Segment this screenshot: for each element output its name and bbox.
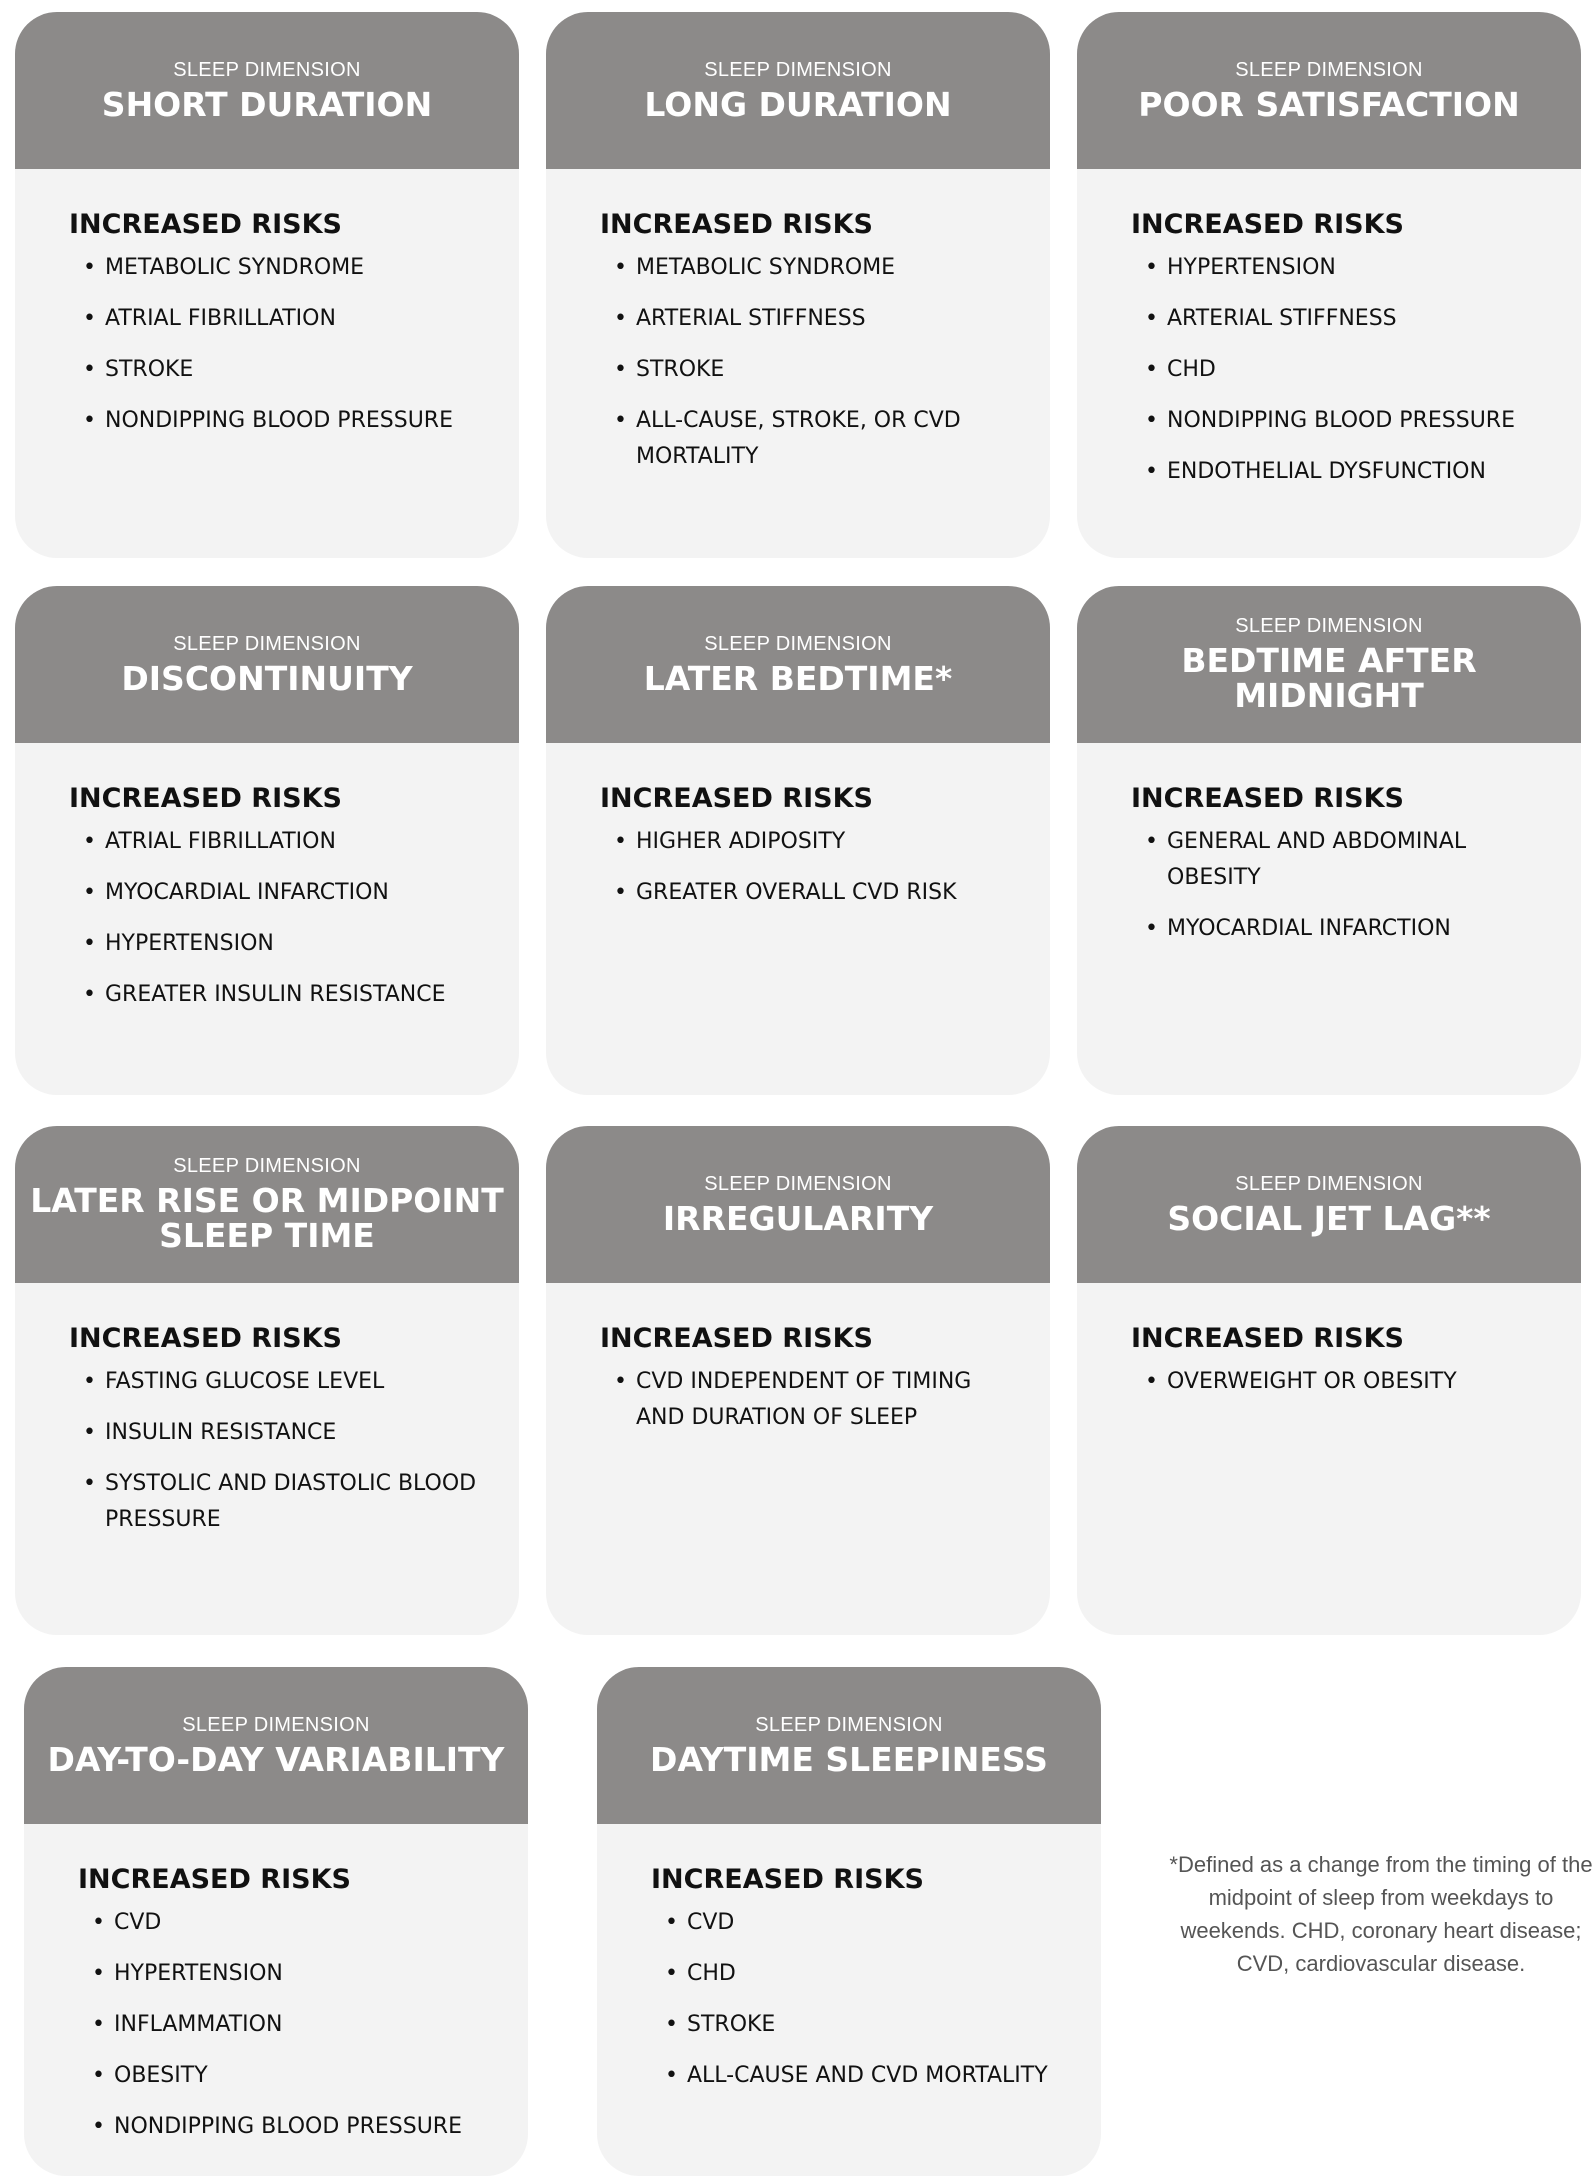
- risk-item: [83, 977, 489, 1013]
- bullet-icon: •: [83, 880, 96, 905]
- risk-text: NONDIPPING BLOOD PRESSURE: [1167, 408, 1515, 433]
- sleep-dimension-label: SLEEP DIMENSION: [1235, 1172, 1423, 1195]
- risk-list: [78, 1905, 498, 2145]
- sleep-dimension-label: SLEEP DIMENSION: [182, 1713, 370, 1736]
- risk-text: CVD INDEPENDENT OF TIMING AND DURATION OF SLEEP: [636, 1369, 972, 1430]
- dimension-title: DAYTIME SLEEPINESS: [650, 1739, 1048, 1779]
- risk-text: METABOLIC SYNDROME: [105, 255, 365, 280]
- risk-item: [614, 1364, 1020, 1436]
- risk-text: INFLAMMATION: [114, 2012, 283, 2037]
- card-body: [597, 1824, 1101, 2094]
- risk-item: [1145, 454, 1551, 490]
- card-body: [1077, 1283, 1581, 1400]
- bullet-icon: •: [83, 829, 96, 854]
- risk-text: ARTERIAL STIFFNESS: [1167, 306, 1397, 331]
- sleep-card-discontinuity: [15, 586, 519, 1095]
- risk-item: [83, 352, 489, 388]
- sleep-card-poor-satisfaction: [1077, 12, 1581, 558]
- risk-text: MYOCARDIAL INFARCTION: [1167, 916, 1451, 941]
- dimension-title: POOR SATISFACTION: [1138, 84, 1520, 124]
- risk-text: CHD: [1167, 357, 1216, 382]
- sleep-dimension-label: SLEEP DIMENSION: [755, 1713, 943, 1736]
- sleep-dimension-label: SLEEP DIMENSION: [173, 632, 361, 655]
- sleep-dimension-label: SLEEP DIMENSION: [704, 1172, 892, 1195]
- dimension-title: DISCONTINUITY: [121, 658, 413, 698]
- risk-item: [1145, 352, 1551, 388]
- card-header: [24, 1667, 528, 1824]
- risk-item: [83, 1415, 489, 1451]
- increased-risks-heading: INCREASED RISKS: [600, 209, 873, 240]
- bullet-icon: •: [1145, 255, 1158, 280]
- increased-risks-heading: INCREASED RISKS: [1131, 783, 1404, 814]
- risk-item: [665, 2058, 1071, 2094]
- bullet-icon: •: [1145, 306, 1158, 331]
- card-header: [1077, 586, 1581, 743]
- card-body: [546, 743, 1050, 911]
- risk-text: FASTING GLUCOSE LEVEL: [105, 1369, 385, 1394]
- risk-item: [1145, 301, 1551, 337]
- sleep-card-short-duration: [15, 12, 519, 558]
- risk-text: NONDIPPING BLOOD PRESSURE: [114, 2114, 462, 2139]
- card-body: [15, 1283, 519, 1538]
- risk-item: [83, 926, 489, 962]
- risk-list: [69, 824, 489, 1013]
- dimension-title: LONG DURATION: [644, 84, 952, 124]
- bullet-icon: •: [1145, 916, 1158, 941]
- risk-text: ATRIAL FIBRILLATION: [105, 829, 336, 854]
- risk-text: ATRIAL FIBRILLATION: [105, 306, 336, 331]
- dimension-title: SOCIAL JET LAG**: [1167, 1198, 1491, 1238]
- increased-risks-heading: INCREASED RISKS: [600, 783, 873, 814]
- sleep-dimension-label: SLEEP DIMENSION: [704, 58, 892, 81]
- risk-list: [69, 1364, 489, 1538]
- sleep-dimension-label: SLEEP DIMENSION: [704, 632, 892, 655]
- risk-text: HYPERTENSION: [114, 1961, 283, 1986]
- card-body: [546, 169, 1050, 475]
- risk-item: [83, 875, 489, 911]
- risk-item: [614, 301, 1020, 337]
- risk-item: [614, 824, 1020, 860]
- risk-text: SYSTOLIC AND DIASTOLIC BLOOD PRESSURE: [105, 1471, 477, 1532]
- risk-text: OBESITY: [114, 2063, 208, 2088]
- bullet-icon: •: [614, 306, 627, 331]
- sleep-card-daytime-sleepiness: [597, 1667, 1101, 2176]
- sleep-card-social-jet-lag: [1077, 1126, 1581, 1635]
- risk-item: [92, 2109, 498, 2145]
- risk-text: ARTERIAL STIFFNESS: [636, 306, 866, 331]
- bullet-icon: •: [614, 1369, 627, 1394]
- risk-text: GREATER OVERALL CVD RISK: [636, 880, 957, 905]
- risk-item: [83, 824, 489, 860]
- bullet-icon: •: [83, 255, 96, 280]
- risk-text: OVERWEIGHT OR OBESITY: [1167, 1369, 1457, 1394]
- bullet-icon: •: [614, 408, 627, 433]
- bullet-icon: •: [92, 2063, 105, 2088]
- risk-item: [92, 2058, 498, 2094]
- card-body: [546, 1283, 1050, 1436]
- sleep-dimension-label: SLEEP DIMENSION: [1235, 615, 1423, 638]
- sleep-card-irregularity: [546, 1126, 1050, 1635]
- bullet-icon: •: [1145, 829, 1158, 854]
- bullet-icon: •: [92, 2012, 105, 2037]
- card-header: [15, 1126, 519, 1283]
- increased-risks-heading: INCREASED RISKS: [1131, 1323, 1404, 1354]
- increased-risks-heading: INCREASED RISKS: [69, 209, 342, 240]
- risk-item: [614, 250, 1020, 286]
- dimension-title: LATER RISE OR MIDPOINT SLEEP TIME: [30, 1181, 504, 1255]
- risk-item: [665, 1905, 1071, 1941]
- risk-item: [83, 250, 489, 286]
- bullet-icon: •: [1145, 408, 1158, 433]
- dimension-title: LATER BEDTIME*: [643, 658, 953, 698]
- card-header: [546, 586, 1050, 743]
- risk-list: [1131, 1364, 1551, 1400]
- risk-item: [83, 301, 489, 337]
- increased-risks-heading: INCREASED RISKS: [1131, 209, 1404, 240]
- bullet-icon: •: [83, 931, 96, 956]
- footnote: *Defined as a change from the timing of the midpoint of sleep from weekdays to weekends. CHD, coronary heart disease; CVD, cardiovascular disease.: [1169, 1852, 1593, 1976]
- increased-risks-heading: INCREASED RISKS: [69, 1323, 342, 1354]
- risk-list: [651, 1905, 1071, 2094]
- sleep-card-long-duration: [546, 12, 1050, 558]
- dimension-title: DAY-TO-DAY VARIABILITY: [47, 1739, 505, 1779]
- bullet-icon: •: [83, 1369, 96, 1394]
- risk-text: GENERAL AND ABDOMINAL OBESITY: [1167, 829, 1467, 890]
- sleep-dimension-label: SLEEP DIMENSION: [1235, 58, 1423, 81]
- card-header: [597, 1667, 1101, 1824]
- sleep-card-day-to-day-variability: [24, 1667, 528, 2176]
- risk-item: [1145, 824, 1551, 896]
- bullet-icon: •: [92, 1910, 105, 1935]
- risk-item: [1145, 911, 1551, 947]
- risk-list: [600, 1364, 1020, 1436]
- risk-list: [600, 824, 1020, 911]
- risk-text: INSULIN RESISTANCE: [105, 1420, 337, 1445]
- risk-text: CHD: [687, 1961, 736, 1986]
- risk-text: HYPERTENSION: [1167, 255, 1336, 280]
- risk-item: [665, 1956, 1071, 1992]
- risk-text: ALL-CAUSE AND CVD MORTALITY: [687, 2063, 1048, 2088]
- risk-item: [83, 1364, 489, 1400]
- card-header: [1077, 1126, 1581, 1283]
- card-body: [1077, 169, 1581, 490]
- risk-item: [92, 2007, 498, 2043]
- risk-text: STROKE: [105, 357, 194, 382]
- bullet-icon: •: [1145, 357, 1158, 382]
- risk-list: [69, 250, 489, 439]
- risk-item: [1145, 1364, 1551, 1400]
- sleep-card-later-bedtime: [546, 586, 1050, 1095]
- dimension-title: BEDTIME AFTER MIDNIGHT: [1181, 641, 1477, 715]
- dimension-title: SHORT DURATION: [101, 84, 433, 124]
- risk-text: CVD: [687, 1910, 735, 1935]
- sleep-card-bedtime-after-midnight: [1077, 586, 1581, 1095]
- risk-item: [614, 403, 1020, 475]
- card-body: [24, 1824, 528, 2145]
- bullet-icon: •: [92, 1961, 105, 1986]
- bullet-icon: •: [83, 1420, 96, 1445]
- bullet-icon: •: [614, 880, 627, 905]
- bullet-icon: •: [665, 2012, 678, 2037]
- bullet-icon: •: [83, 982, 96, 1007]
- bullet-icon: •: [665, 1910, 678, 1935]
- risk-item: [83, 403, 489, 439]
- risk-item: [1145, 250, 1551, 286]
- bullet-icon: •: [665, 1961, 678, 1986]
- card-header: [15, 12, 519, 169]
- bullet-icon: •: [83, 1471, 96, 1496]
- bullet-icon: •: [614, 357, 627, 382]
- sleep-dimension-label: SLEEP DIMENSION: [173, 1155, 361, 1178]
- card-header: [546, 1126, 1050, 1283]
- risk-item: [92, 1956, 498, 1992]
- risk-item: [92, 1905, 498, 1941]
- bullet-icon: •: [614, 829, 627, 854]
- risk-list: [1131, 824, 1551, 947]
- bullet-icon: •: [83, 306, 96, 331]
- increased-risks-heading: INCREASED RISKS: [600, 1323, 873, 1354]
- risk-list: [600, 250, 1020, 475]
- card-body: [1077, 743, 1581, 947]
- risk-text: HIGHER ADIPOSITY: [636, 829, 846, 854]
- risk-item: [614, 875, 1020, 911]
- bullet-icon: •: [92, 2114, 105, 2139]
- risk-text: METABOLIC SYNDROME: [636, 255, 896, 280]
- card-header: [15, 586, 519, 743]
- bullet-icon: •: [1145, 459, 1158, 484]
- bullet-icon: •: [83, 357, 96, 382]
- bullet-icon: •: [1145, 1369, 1158, 1394]
- bullet-icon: •: [665, 2063, 678, 2088]
- risk-item: [83, 1466, 489, 1538]
- risk-item: [1145, 403, 1551, 439]
- card-header: [1077, 12, 1581, 169]
- sleep-card-later-rise-or-midpoint: [15, 1126, 519, 1635]
- increased-risks-heading: INCREASED RISKS: [651, 1864, 924, 1895]
- risk-text: ENDOTHELIAL DYSFUNCTION: [1167, 459, 1486, 484]
- risk-item: [614, 352, 1020, 388]
- risk-text: HYPERTENSION: [105, 931, 274, 956]
- risk-text: NONDIPPING BLOOD PRESSURE: [105, 408, 453, 433]
- risk-text: STROKE: [636, 357, 725, 382]
- dimension-title: IRREGULARITY: [662, 1198, 934, 1238]
- card-body: [15, 169, 519, 439]
- card-body: [15, 743, 519, 1013]
- risk-text: MYOCARDIAL INFARCTION: [105, 880, 389, 905]
- risk-text: CVD: [114, 1910, 162, 1935]
- increased-risks-heading: INCREASED RISKS: [78, 1864, 351, 1895]
- bullet-icon: •: [614, 255, 627, 280]
- risk-list: [1131, 250, 1551, 490]
- risk-item: [665, 2007, 1071, 2043]
- risk-text: ALL-CAUSE, STROKE, OR CVD MORTALITY: [636, 408, 961, 469]
- bullet-icon: •: [83, 408, 96, 433]
- risk-text: GREATER INSULIN RESISTANCE: [105, 982, 446, 1007]
- card-header: [546, 12, 1050, 169]
- risk-text: STROKE: [687, 2012, 776, 2037]
- increased-risks-heading: INCREASED RISKS: [69, 783, 342, 814]
- sleep-dimension-label: SLEEP DIMENSION: [173, 58, 361, 81]
